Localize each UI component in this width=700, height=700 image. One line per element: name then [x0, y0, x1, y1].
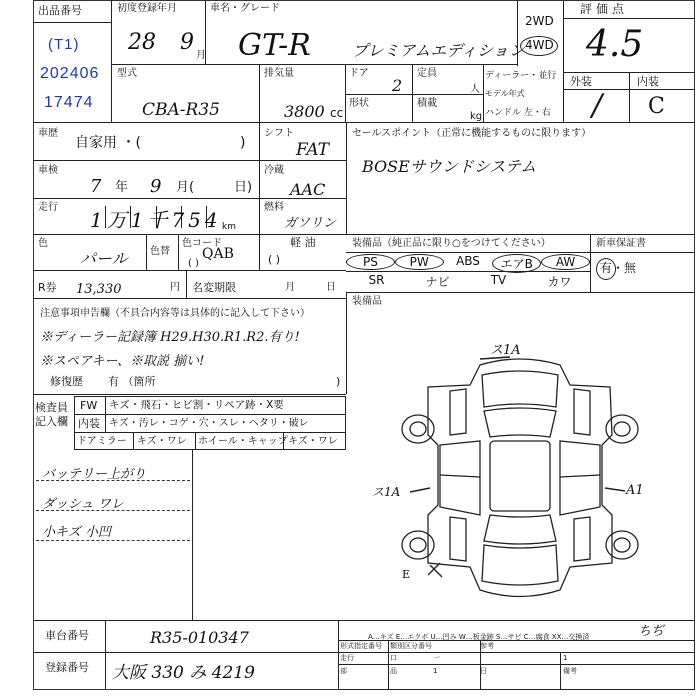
fuel-label: 燃料 [264, 202, 284, 213]
inspector-grid-line-2 [74, 432, 346, 433]
car-roof [490, 441, 550, 511]
usage-close: ) [240, 135, 246, 151]
inspection-day-unit: 日) [234, 180, 253, 195]
doors-row-line [345, 94, 483, 95]
overall-score: 4.5 [586, 24, 644, 65]
corner-mark: ちぢ [638, 624, 665, 639]
notes-bottom-line [33, 394, 346, 395]
plate-label: 登録番号 [45, 661, 89, 674]
model-label: 型式 [117, 68, 137, 79]
doors-label: ドア [349, 68, 369, 79]
usage-value: 自家用 ・( [75, 135, 141, 151]
footer-small-label: 日 [480, 667, 487, 675]
notes-line-2: ※スペアキー、※取説 揃い! [40, 354, 205, 369]
damage-mark-front: ス1A [490, 343, 521, 358]
drive-4wd: 4WD [525, 38, 554, 52]
car-body-outline [428, 359, 612, 597]
recycle-divider [186, 270, 187, 298]
comment-line-3 [36, 540, 190, 541]
fuel-divider [259, 198, 260, 270]
name-grade-label: 車名・グレード [210, 3, 280, 14]
equipment-item: PS [346, 254, 395, 270]
equipment-item: カワ [547, 275, 572, 289]
damage-mark-right: A1 [626, 483, 644, 498]
car-hood [482, 371, 558, 407]
color-label: 色 [38, 238, 48, 249]
inspection-year: 7 [90, 176, 102, 197]
new-car-divider [590, 234, 591, 292]
car-rear-window [484, 515, 556, 544]
recycle-row-line [33, 298, 346, 299]
interior-label: 内装 [637, 75, 659, 88]
header-row-line [111, 64, 517, 65]
footer-small-label: 1 [563, 654, 568, 662]
repair-value: 有 （箇所 [108, 375, 156, 388]
color-value: パール [80, 249, 128, 268]
oil-paren: ( ) [268, 253, 281, 266]
drive-2wd: 2WD [525, 14, 554, 28]
ac-divider [259, 160, 260, 198]
equipment-bottom-line [346, 292, 695, 293]
footer-small-label: 1 [433, 667, 438, 675]
model-year-label: モデル年式 [485, 89, 525, 98]
first-reg-month: 9 [180, 30, 194, 55]
ext-int-line [563, 89, 695, 90]
usage-label: 車歴 [38, 128, 58, 139]
car-door-right [560, 441, 600, 515]
repair-label: 修復歴 [50, 375, 83, 388]
inspector-grid-col-3 [195, 432, 196, 450]
displacement-value: 3800 [284, 102, 325, 121]
equipment-item: PW [395, 254, 444, 270]
shift-divider [259, 122, 260, 160]
color-code: QAB [202, 246, 234, 262]
footer-small-label: 形式指定番号 [340, 642, 382, 650]
fw-label: FW [80, 399, 98, 412]
capacity-label: 定員 [417, 68, 437, 79]
displacement-divider [345, 64, 346, 122]
inspection-year-unit: 年 [115, 180, 129, 195]
footer-small-label: 参考 [480, 642, 494, 650]
displacement-label: 排気量 [264, 68, 294, 79]
damage-mark-rear: E [402, 568, 411, 581]
warranty-value: 有・無 [600, 261, 637, 275]
sales-divider [346, 122, 347, 234]
doors-divider [412, 64, 413, 122]
name-change-month: 月 [285, 282, 295, 293]
spec-row-line [33, 122, 695, 123]
wheel-items: キズ・ワレ [288, 436, 338, 447]
shape-label: 形状 [349, 98, 369, 109]
color-row-line [33, 270, 346, 271]
equipment-row-2 [346, 271, 590, 292]
shift-value: FAT [296, 140, 330, 160]
footer-small-label: 備考 [563, 667, 577, 675]
ac-label: 冷蔵 [264, 165, 284, 176]
notes-label: 注意事項申告欄（不具合内容等は具体的に記入して下さい） [40, 308, 310, 319]
person-unit: 人 [470, 84, 480, 95]
km-unit: km [222, 222, 236, 232]
ac-value: AAC [290, 180, 326, 199]
wheel-front-right [606, 415, 638, 443]
color-code-divider [178, 234, 179, 270]
oil-label: 軽 油 [290, 236, 316, 249]
chassis-number: R35-010347 [150, 628, 249, 647]
equipment-item: ナビ [425, 275, 450, 289]
interior-check-label: 内装 [78, 417, 100, 430]
dealer-label: ディーラー・並行 [485, 71, 557, 81]
shift-label: シフト [264, 128, 294, 139]
inspector-grid-col-1 [105, 396, 106, 432]
equipment-item: TV [490, 273, 507, 287]
inspector-grid-line-1 [74, 414, 346, 415]
interior-grade: C [648, 94, 665, 119]
car-damage-diagram [380, 345, 660, 610]
damage-mark-left: ス1A [372, 485, 401, 499]
lot-column-divider [111, 0, 112, 122]
first-reg-label: 初度登録年月 [117, 3, 177, 14]
recycle-label: R券 [38, 281, 57, 294]
drive-divider-left [517, 0, 518, 66]
inspector-label-2: 記入欄 [35, 415, 68, 428]
doors-value: 2 [392, 76, 403, 95]
mileage-label: 走行 [38, 202, 58, 213]
wheel-label: ホイール・キャップ [198, 436, 288, 447]
inspection-month: 9 [150, 176, 162, 197]
color-change-divider [146, 234, 147, 270]
fw-items: キズ・飛石・ヒビ割・リペア跡・X要 [109, 399, 284, 411]
wheel-front-left [402, 415, 434, 443]
color-code-paren: ( ) [188, 258, 199, 269]
car-name: GT-R [238, 28, 311, 63]
footer-label-divider [105, 620, 106, 690]
inspector-grid-col-2 [133, 432, 134, 450]
first-reg-year: 28 [128, 30, 156, 55]
footer-small-label: 一 [433, 654, 440, 662]
chassis-label: 車台番号 [45, 629, 89, 642]
fuel-value: ガソリン [284, 216, 337, 231]
lot-sub-number: 17474 [44, 94, 94, 111]
mirror-label: ドアミラー [77, 436, 127, 447]
handle-label: ハンドル 左・右 [485, 108, 551, 118]
comment-area-divider [192, 450, 193, 620]
plate-number: 大阪 330 み 4219 [112, 663, 255, 683]
car-door-left [440, 441, 480, 515]
car-grade: プレミアムエディション [352, 41, 525, 60]
inspector-comment-1: バッテリー上がり [42, 467, 147, 482]
footer-small-label: 品 [390, 667, 397, 675]
car-trunk [482, 545, 558, 585]
equipment-item: ABS [456, 254, 480, 268]
damage-legend: A…キズ E…エクボ U…凹み W…板金跡 S…サビ C…腐食 XX…交換済 [368, 633, 590, 641]
inspector-label-1: 検査員 [35, 401, 68, 414]
load-label: 積載 [417, 98, 437, 109]
footer-top-line [33, 620, 695, 621]
footer-small-label: 類別区分番号 [390, 642, 432, 650]
yen-unit: 円 [170, 282, 180, 293]
usage-row-line [33, 160, 346, 161]
mileage-row-line [33, 234, 695, 235]
equipment-row-1 [346, 252, 590, 271]
lot-number: 202406 [40, 65, 100, 82]
interior-check-items: キズ・汚レ・コゲ・穴・スレ・ヘタリ・破レ [109, 418, 309, 429]
score-label-line [563, 18, 695, 19]
mileage-value: 1万1千754 [90, 208, 222, 232]
lot-code: (T1) [48, 36, 80, 53]
equipment-item: エアB [492, 254, 541, 273]
new-car-label: 新車保証書 [596, 238, 646, 249]
sales-point: BOSEサウンドシステム [362, 157, 537, 176]
equipment-label: 装備品（純正品に限り○をつけてください） [352, 238, 551, 249]
footer-small-labels [338, 640, 695, 690]
auction-no-label: 出品番号 [38, 4, 82, 17]
name-change-label: 名変期限 [192, 281, 236, 294]
repair-close: ) [336, 375, 341, 388]
inspection-label: 車検 [38, 165, 58, 176]
first-reg-month-unit: 月 [196, 50, 206, 61]
wheel-rear-left [402, 531, 434, 559]
color-change-label: 色替 [150, 246, 170, 257]
car-windshield [484, 408, 556, 437]
model-code: CBA-R35 [142, 100, 220, 120]
mirror-items: キズ・ワレ [137, 436, 187, 447]
kg-unit: kg [470, 111, 483, 122]
exterior-label: 外装 [570, 75, 592, 88]
inspector-comment-3: 小キズ 小凹 [42, 525, 111, 540]
footer-mid-line [33, 652, 338, 653]
color-code-label: 色コード [182, 238, 222, 249]
ext-int-divider [629, 72, 630, 122]
inspection-month-unit: 月( [176, 180, 195, 195]
notes-line-1: ※ディーラー記録簿 H29.H30.R1.R2.有り! [40, 330, 300, 345]
exterior-grade: / [592, 88, 603, 123]
load-divider [483, 64, 484, 122]
recycle-value: 13,330 [76, 282, 122, 297]
footer-small-label: 口 [390, 654, 397, 662]
equipment-item: AW [541, 254, 590, 270]
wheel-rear-right [606, 531, 638, 559]
name-change-day: 日 [326, 282, 336, 293]
sales-label: セールスポイント（正常に機能するものに限ります） [352, 128, 592, 139]
equipment-item: SR [368, 273, 385, 287]
other-equipment-label: 装備品 [352, 296, 382, 307]
model-divider [259, 64, 260, 122]
inspector-comment-2: ダッシュ ワレ [42, 497, 124, 512]
lot-header-line [33, 22, 111, 23]
score-label: 評価点 [580, 2, 629, 16]
footer-small-label: 部 [340, 667, 347, 675]
footer-small-label: 走行 [340, 654, 354, 662]
notes-right-border [346, 292, 347, 394]
cc-unit: cc [330, 106, 344, 120]
